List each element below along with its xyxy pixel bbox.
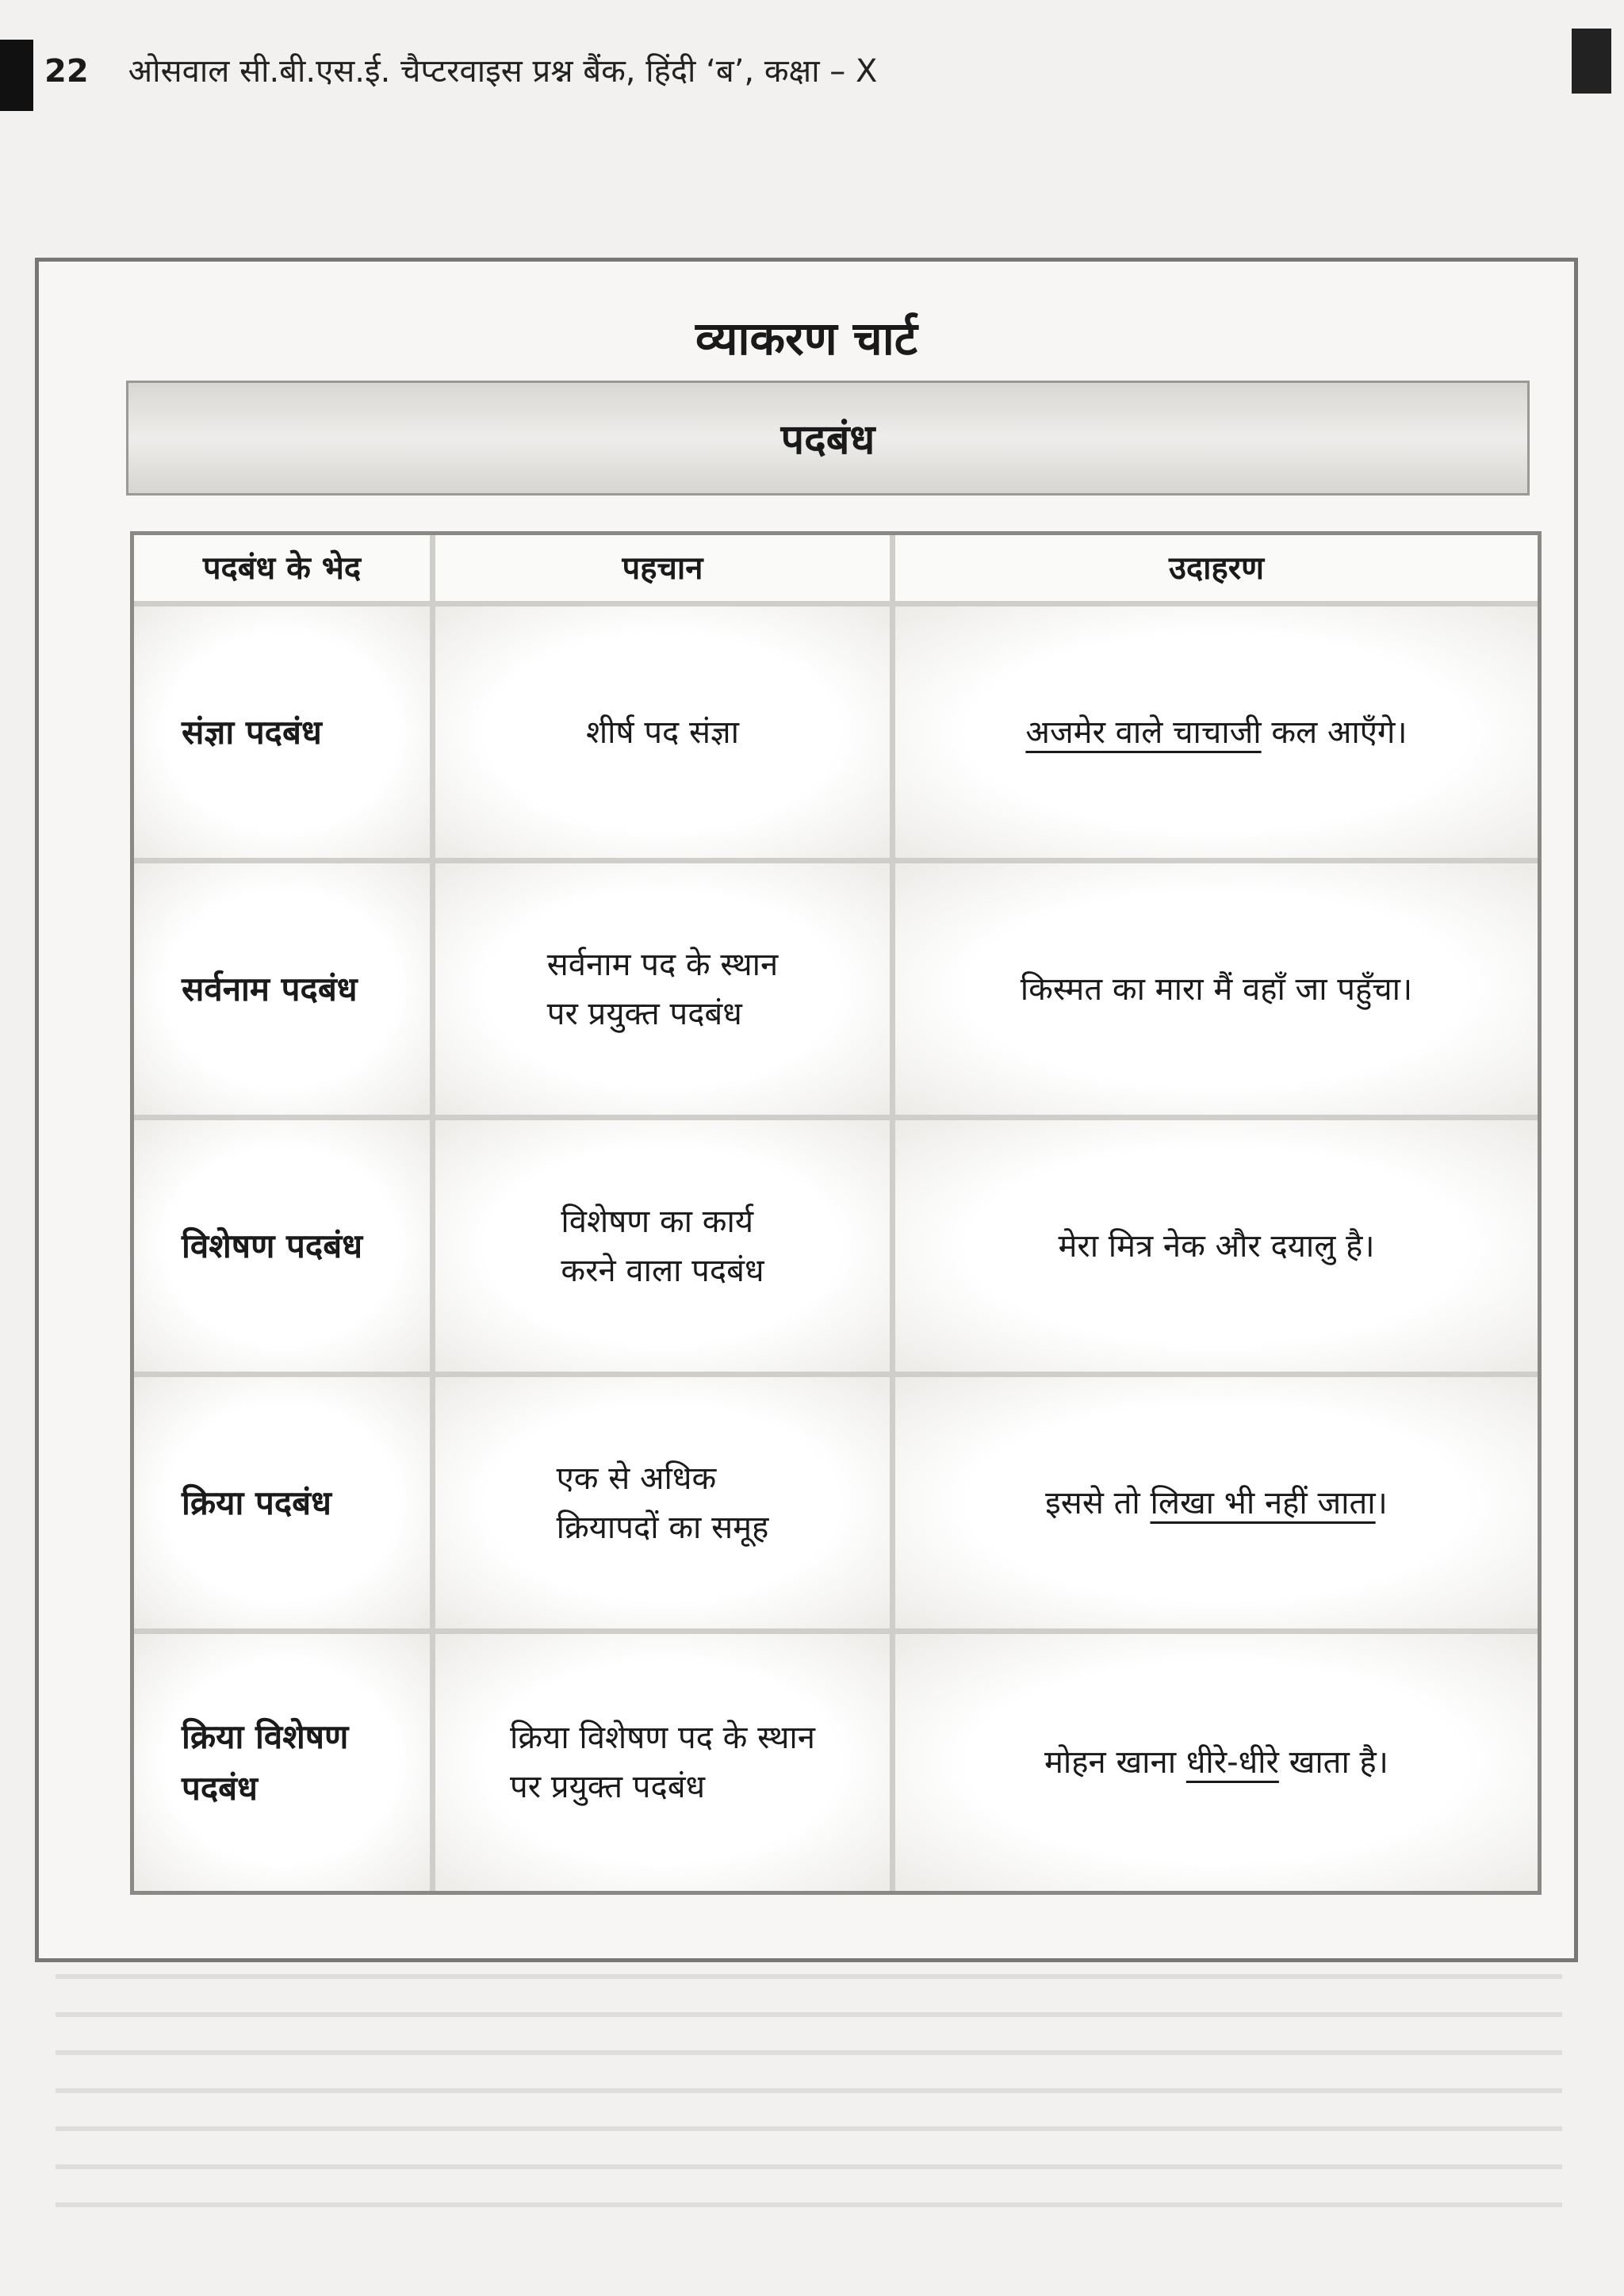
example-sentence: [1058, 1222, 1374, 1271]
padbandh-type-cell: [134, 607, 435, 863]
example-padbandh-underlined: लिखा भी नहीं जाता: [1150, 1484, 1376, 1521]
identification-cell: [435, 863, 895, 1120]
running-header: [44, 48, 877, 91]
identification-text: विशेषण का कार्य करने वाला पदबंध: [561, 1203, 764, 1289]
padbandh-type-cell: [134, 1634, 435, 1891]
example-sentence: [1044, 1738, 1388, 1787]
section-banner: [126, 381, 1530, 496]
page-number: 22: [44, 53, 89, 90]
example-text: ।: [1375, 1484, 1388, 1521]
identification-cell: [435, 1634, 895, 1891]
section-title: पदबंध: [780, 416, 875, 464]
example-cell: [895, 1634, 1538, 1891]
example-text: खाता है।: [1278, 1744, 1388, 1781]
example-padbandh-underlined: धीरे-धीरे: [1185, 1744, 1279, 1781]
example-sentence: [1021, 965, 1412, 1014]
padbandh-type: क्रिया पदबंध: [182, 1483, 331, 1522]
identification-text: शीर्ष पद संज्ञा: [585, 714, 740, 751]
example-text: किस्मत का मारा मैं वहाँ जा पहुँचा।: [1020, 970, 1413, 1008]
padbandh-type-cell: [134, 1120, 435, 1377]
padbandh-table: [130, 531, 1542, 1895]
example-cell: [895, 607, 1538, 863]
identification-text: क्रिया विशेषण पद के स्थान पर प्रयुक्त पदबंध: [510, 1720, 815, 1805]
example-sentence: [1045, 1479, 1388, 1528]
padbandh-type: सर्वनाम पदबंध: [182, 969, 358, 1008]
page-edge-tab-left: [0, 40, 33, 111]
example-sentence: [1025, 708, 1407, 757]
chart-title: व्याकरण चार्ट: [695, 312, 917, 365]
padbandh-type: संज्ञा पदबंध: [182, 712, 322, 752]
example-padbandh-underlined: अजमेर वाले चाचाजी: [1025, 714, 1262, 751]
example-text: इससे तो: [1045, 1484, 1151, 1521]
padbandh-type: विशेषण पदबंध: [182, 1226, 363, 1265]
padbandh-type-cell: [134, 1377, 435, 1634]
page-edge-tab-right: [1572, 29, 1611, 94]
padbandh-type: क्रिया विशेषण पदबंध: [182, 1716, 349, 1808]
column-header-type: पदबंध के भेद: [134, 535, 435, 607]
example-cell: [895, 1120, 1538, 1377]
bleed-through-text: [56, 1974, 1562, 2236]
example-text: मोहन खाना: [1044, 1744, 1186, 1781]
column-header-identification: पहचान: [435, 535, 895, 607]
running-title: ओसवाल सी.बी.एस.ई. चैप्टरवाइस प्रश्न बैंक, हिंदी ‘ब’, कक्षा – X: [128, 53, 878, 90]
column-header-example: उदाहरण: [895, 535, 1538, 607]
identification-cell: [435, 607, 895, 863]
example-cell: [895, 863, 1538, 1120]
padbandh-type-cell: [134, 863, 435, 1120]
example-text: मेरा मित्र नेक और दयालु है।: [1058, 1227, 1375, 1265]
example-cell: [895, 1377, 1538, 1634]
identification-cell: [435, 1377, 895, 1634]
example-text: कल आएँगे।: [1261, 714, 1408, 751]
identification-text: एक से अधिक क्रियापदों का समूह: [556, 1460, 769, 1546]
grammar-chart-box: [35, 258, 1578, 1962]
identification-text: सर्वनाम पद के स्थान पर प्रयुक्त पदबंध: [546, 946, 779, 1032]
identification-cell: [435, 1120, 895, 1377]
